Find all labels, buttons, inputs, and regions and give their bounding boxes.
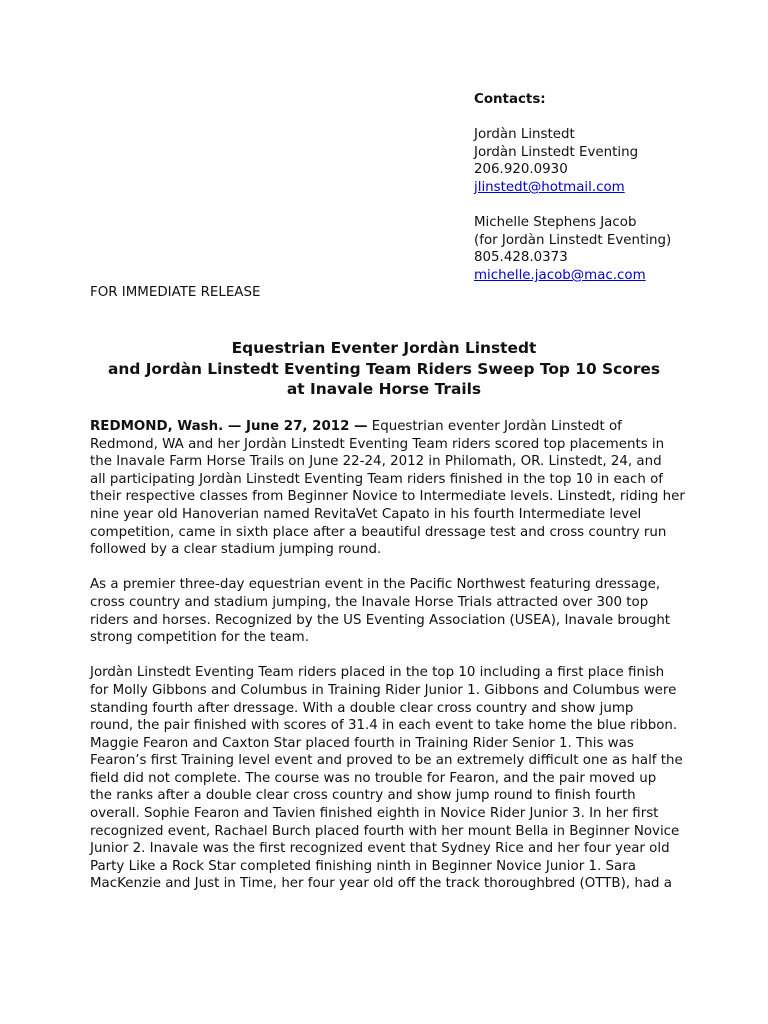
paragraph-2-line: cross country and stadium jumping, the Inavale Horse Trials attracted over 300 top (90, 594, 649, 610)
paragraph-1-line: the Inavale Farm Horse Trails on June 22-24, 2012 in Philomath, OR. Linstedt, 24, and (90, 454, 662, 470)
paragraph-1-line: Equestrian eventer Jordàn Linstedt of (367, 419, 622, 434)
paragraph-3-line: for Molly Gibbons and Columbus in Training Rider Junior 1. Gibbons and Columbus were (90, 682, 677, 698)
paragraph-1-line: their respective classes from Beginner Novice to Intermediate levels. Linstedt, riding her (90, 489, 685, 505)
paragraph-3-line: recognized event, Rachael Burch placed fourth with her mount Bella in Beginner Novice (90, 823, 680, 839)
contact-2-org: (for Jordàn Linstedt Eventing) (474, 232, 672, 248)
article-body (90, 418, 685, 911)
paragraph-3-line: round, the pair finished with scores of 31.4 in each event to take home the blue ribbon. (90, 718, 678, 734)
paragraph-3-line: MacKenzie and Just in Time, her four year old off the track thoroughbred (OTTB), had a (90, 876, 672, 892)
contact-1-email-link[interactable]: jlinstedt@hotmail.com (474, 179, 625, 195)
paragraph-3-line: the ranks after a double clear cross country and show jump round to finish fourth (90, 788, 636, 804)
paragraph-3-line: Party Like a Rock Star completed finishing ninth in Beginner Novice Junior 1. Sara (90, 858, 636, 874)
paragraph-2-line: As a premier three-day equestrian event in the Pacific Northwest featuring dressage, (90, 577, 661, 593)
paragraph-3-line: overall. Sophie Fearon and Tavien finished eighth in Novice Rider Junior 3. In her first (90, 806, 659, 822)
paragraph-1 (90, 418, 685, 559)
release-notice: FOR IMMEDIATE RELEASE (90, 285, 261, 300)
paragraph-1-line: followed by a clear stadium jumping round. (90, 542, 382, 558)
headline-line-1: Equestrian Eventer Jordàn Linstedt (231, 339, 537, 357)
paragraph-2 (90, 576, 680, 646)
contacts-block (474, 91, 764, 285)
paragraph-3-line: standing fourth after dressage. With a double clear cross country and show jump (90, 700, 634, 716)
paragraph-3-line: Maggie Fearon and Caxton Star placed fourth in Training Rider Senior 1. This was (90, 735, 634, 751)
paragraph-1-line: Redmond, WA and her Jordàn Linstedt Eventing Team riders scored top placements in (90, 436, 665, 452)
contact-1-phone: 206.920.0930 (474, 162, 568, 178)
contact-1-org: Jordàn Linstedt Eventing (474, 144, 639, 160)
headline-line-3: at Inavale Horse Trails (286, 380, 482, 398)
paragraph-2-line: strong competition for the team. (90, 630, 309, 646)
dateline: REDMOND, Wash. — June 27, 2012 — (90, 419, 368, 434)
contact-2-phone: 805.428.0373 (474, 250, 568, 266)
headline (60, 338, 708, 400)
paragraph-3-line: Fearon’s first Training level event and proved to be an extremely difficult one as half the (90, 753, 683, 769)
contact-2-email-link[interactable]: michelle.jacob@mac.com (474, 267, 646, 283)
headline-line-2: and Jordàn Linstedt Eventing Team Riders Sweep Top 10 Scores (107, 359, 661, 378)
paragraph-1-line: nine year old Hanoverian named RevitaVet Capato in his fourth Intermediate level (90, 506, 642, 522)
paragraph-1-line: all participating Jordàn Linstedt Eventing Team riders finished in the top 10 in each of (90, 471, 663, 487)
paragraph-1-line: competition, came in sixth place after a beautiful dressage test and cross country run (90, 524, 667, 540)
contact-2-name: Michelle Stephens Jacob (474, 215, 637, 231)
contacts-heading: Contacts: (474, 92, 546, 107)
paragraph-2-line: riders and horses. Recognized by the US Eventing Association (USEA), Inavale brought (90, 612, 671, 628)
paragraph-3-line: Junior 2. Inavale was the first recognized event that Sydney Rice and her four year old (90, 841, 670, 857)
contact-1-name: Jordàn Linstedt (474, 127, 575, 143)
paragraph-3-line: Jordàn Linstedt Eventing Team riders placed in the top 10 including a first place finish (90, 665, 665, 681)
paragraph-3 (90, 664, 683, 893)
paragraph-3-line: field did not complete. The course was no trouble for Fearon, and the pair moved up (90, 770, 657, 786)
